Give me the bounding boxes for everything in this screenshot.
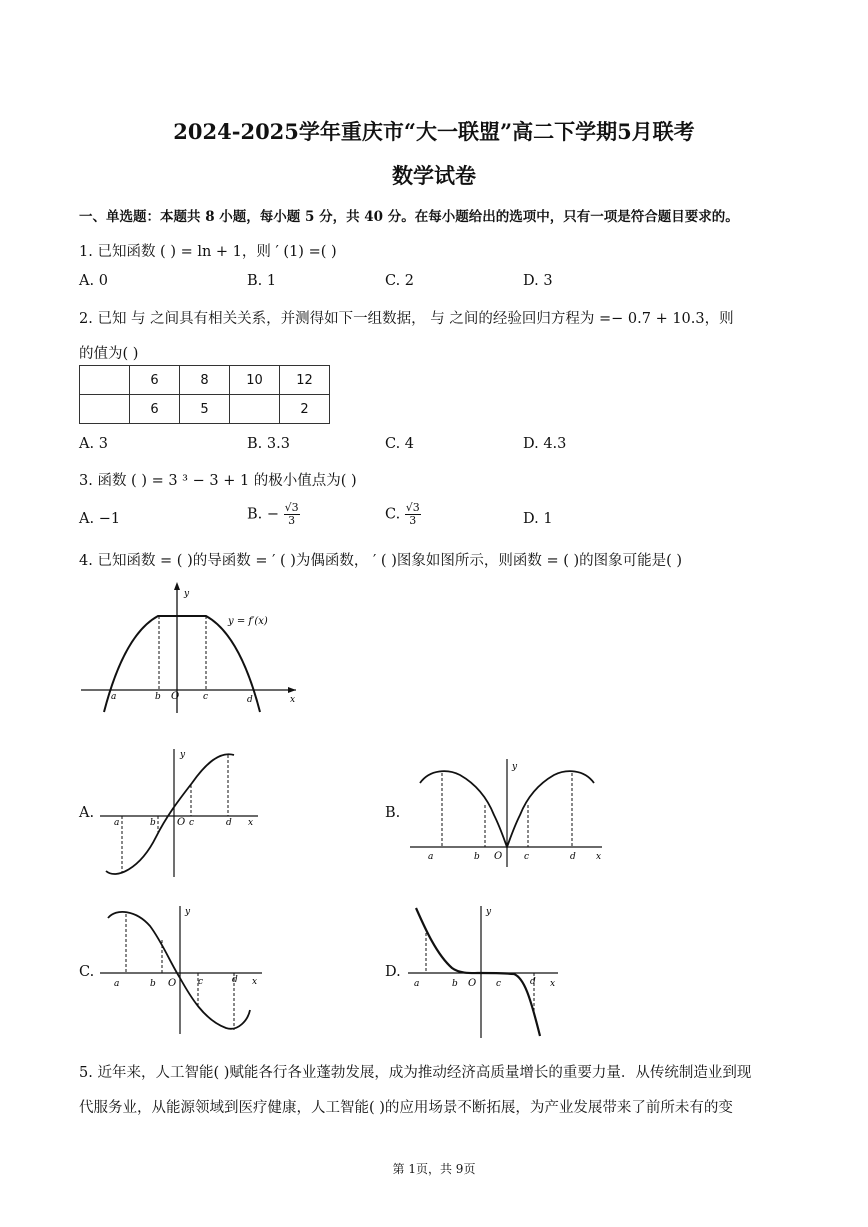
table-cell: 2 <box>280 395 330 424</box>
section-heading: 一、单选题：本题共 8 小题，每小题 5 分，共 40 分。在每小题给出的选项中，只有一项是符合题目要求的。 <box>79 209 739 225</box>
label-origin: O <box>494 851 503 862</box>
table-cell: 6 <box>130 366 180 395</box>
q3-option-d: D. 1 <box>523 511 553 527</box>
page-footer: 第 1页，共 9页 <box>392 1162 476 1176</box>
derivative-curve <box>104 616 260 712</box>
y-label: y <box>185 907 191 917</box>
q1-option-a: A. 0 <box>79 273 108 289</box>
label-c: c <box>524 852 530 862</box>
label-d: d <box>232 975 238 985</box>
q1-option-d: D. 3 <box>523 273 553 289</box>
q3-option-c <box>385 502 421 527</box>
label-c: c <box>496 979 502 989</box>
option-b-graph <box>408 755 608 870</box>
option-c-graph <box>98 902 268 1037</box>
label-d: d <box>570 852 576 862</box>
question-2-stem-line1: 2. 已知 与 之间具有相关关系，并测得如下一组数据， 与 之间的经验回归方程为 =− 0.7 + 10.3，则 <box>79 311 734 327</box>
option-a-graph <box>98 745 263 880</box>
question-2-stem-line2: 的值为( ) <box>79 346 139 362</box>
q2-option-c: C. 4 <box>385 436 415 452</box>
question-3-stem: 3. 函数 ( ) = 3 ³ − 3 + 1 的极小值点为( ) <box>79 473 357 489</box>
q3-option-a: A. −1 <box>79 511 121 527</box>
label-b: b <box>150 818 156 828</box>
label-a: a <box>428 852 434 862</box>
fraction-numerator: √3 <box>284 501 299 514</box>
label-b: b <box>155 692 161 702</box>
q3-option-c-prefix: C. <box>385 506 405 523</box>
q4-option-a-label: A. <box>79 805 95 821</box>
label-c: c <box>198 977 204 987</box>
label-a: a <box>111 692 117 702</box>
y-label: y <box>512 762 518 772</box>
data-table <box>79 365 330 424</box>
q3-option-b <box>247 502 300 527</box>
fraction-denominator: 3 <box>409 514 417 527</box>
label-origin: O <box>177 817 186 828</box>
q4-option-b-label: B. <box>385 805 401 821</box>
x-label: x <box>252 977 258 987</box>
label-origin: O <box>168 978 177 989</box>
function-curve <box>416 908 540 1036</box>
function-curve <box>106 754 234 874</box>
fraction-numerator: √3 <box>405 501 420 514</box>
label-a: a <box>114 818 120 828</box>
fraction <box>284 502 300 527</box>
q4-option-d-label: D. <box>385 964 401 980</box>
question-1-stem: 1. 已知函数 ( ) = ln + 1，则 ′ (1) =( ) <box>79 244 337 260</box>
label-origin: O <box>468 978 477 989</box>
label-b: b <box>474 852 480 862</box>
x-label: x <box>290 695 296 705</box>
option-d-graph <box>406 902 566 1042</box>
y-label: y <box>184 589 190 599</box>
x-axis-arrow <box>288 687 296 693</box>
fraction-denominator: 3 <box>288 514 296 527</box>
table-cell: 12 <box>280 366 330 395</box>
function-curve <box>108 912 250 1029</box>
label-d: d <box>247 695 253 705</box>
table-cell <box>230 395 280 424</box>
table-cell <box>80 366 130 395</box>
label-origin: O <box>171 691 180 702</box>
exam-title: 2024-2025学年重庆市“大一联盟”高二下学期5月联考 <box>173 119 695 144</box>
label-c: c <box>203 692 209 702</box>
q3-option-b-prefix: B. − <box>247 506 280 523</box>
q4-option-c-label: C. <box>79 964 95 980</box>
question-5-line2: 代服务业，从能源领域到医疗健康，人工智能( )的应用场景不断拓展，为产业发展带来了前所未有的变 <box>79 1100 733 1116</box>
table-cell: 5 <box>180 395 230 424</box>
label-d: d <box>226 818 232 828</box>
y-label: y <box>180 750 186 760</box>
q1-option-b: B. 1 <box>247 273 277 289</box>
q2-option-a: A. 3 <box>79 436 108 452</box>
table-row <box>80 366 330 395</box>
label-a: a <box>114 979 120 989</box>
label-d: d <box>530 977 536 987</box>
y-axis-arrow <box>174 582 180 590</box>
x-label: x <box>248 818 254 828</box>
derivative-graph <box>78 578 308 718</box>
table-cell <box>80 395 130 424</box>
q2-option-d: D. 4.3 <box>523 436 567 452</box>
q2-option-b: B. 3.3 <box>247 436 290 452</box>
label-b: b <box>150 979 156 989</box>
table-cell: 6 <box>130 395 180 424</box>
table-cell: 10 <box>230 366 280 395</box>
q1-option-c: C. 2 <box>385 273 415 289</box>
x-label: x <box>550 979 556 989</box>
label-b: b <box>452 979 458 989</box>
x-label: x <box>596 852 602 862</box>
y-label: y <box>486 907 492 917</box>
question-4-stem: 4. 已知函数 = ( )的导函数 = ′ ( )为偶函数， ′ ( )图象如图所示，则函数 = ( )的图象可能是( ) <box>79 553 683 569</box>
table-row <box>80 395 330 424</box>
table-cell: 8 <box>180 366 230 395</box>
question-5-line1: 5. 近年来，人工智能( )赋能各行各业蓬勃发展，成为推动经济高质量增长的重要力量．从传统制造业到现 <box>79 1065 752 1081</box>
exam-subtitle: 数学试卷 <box>392 163 476 188</box>
label-c: c <box>189 818 195 828</box>
label-a: a <box>414 979 420 989</box>
curve-label: y = f′(x) <box>228 616 268 627</box>
fraction <box>405 502 421 527</box>
